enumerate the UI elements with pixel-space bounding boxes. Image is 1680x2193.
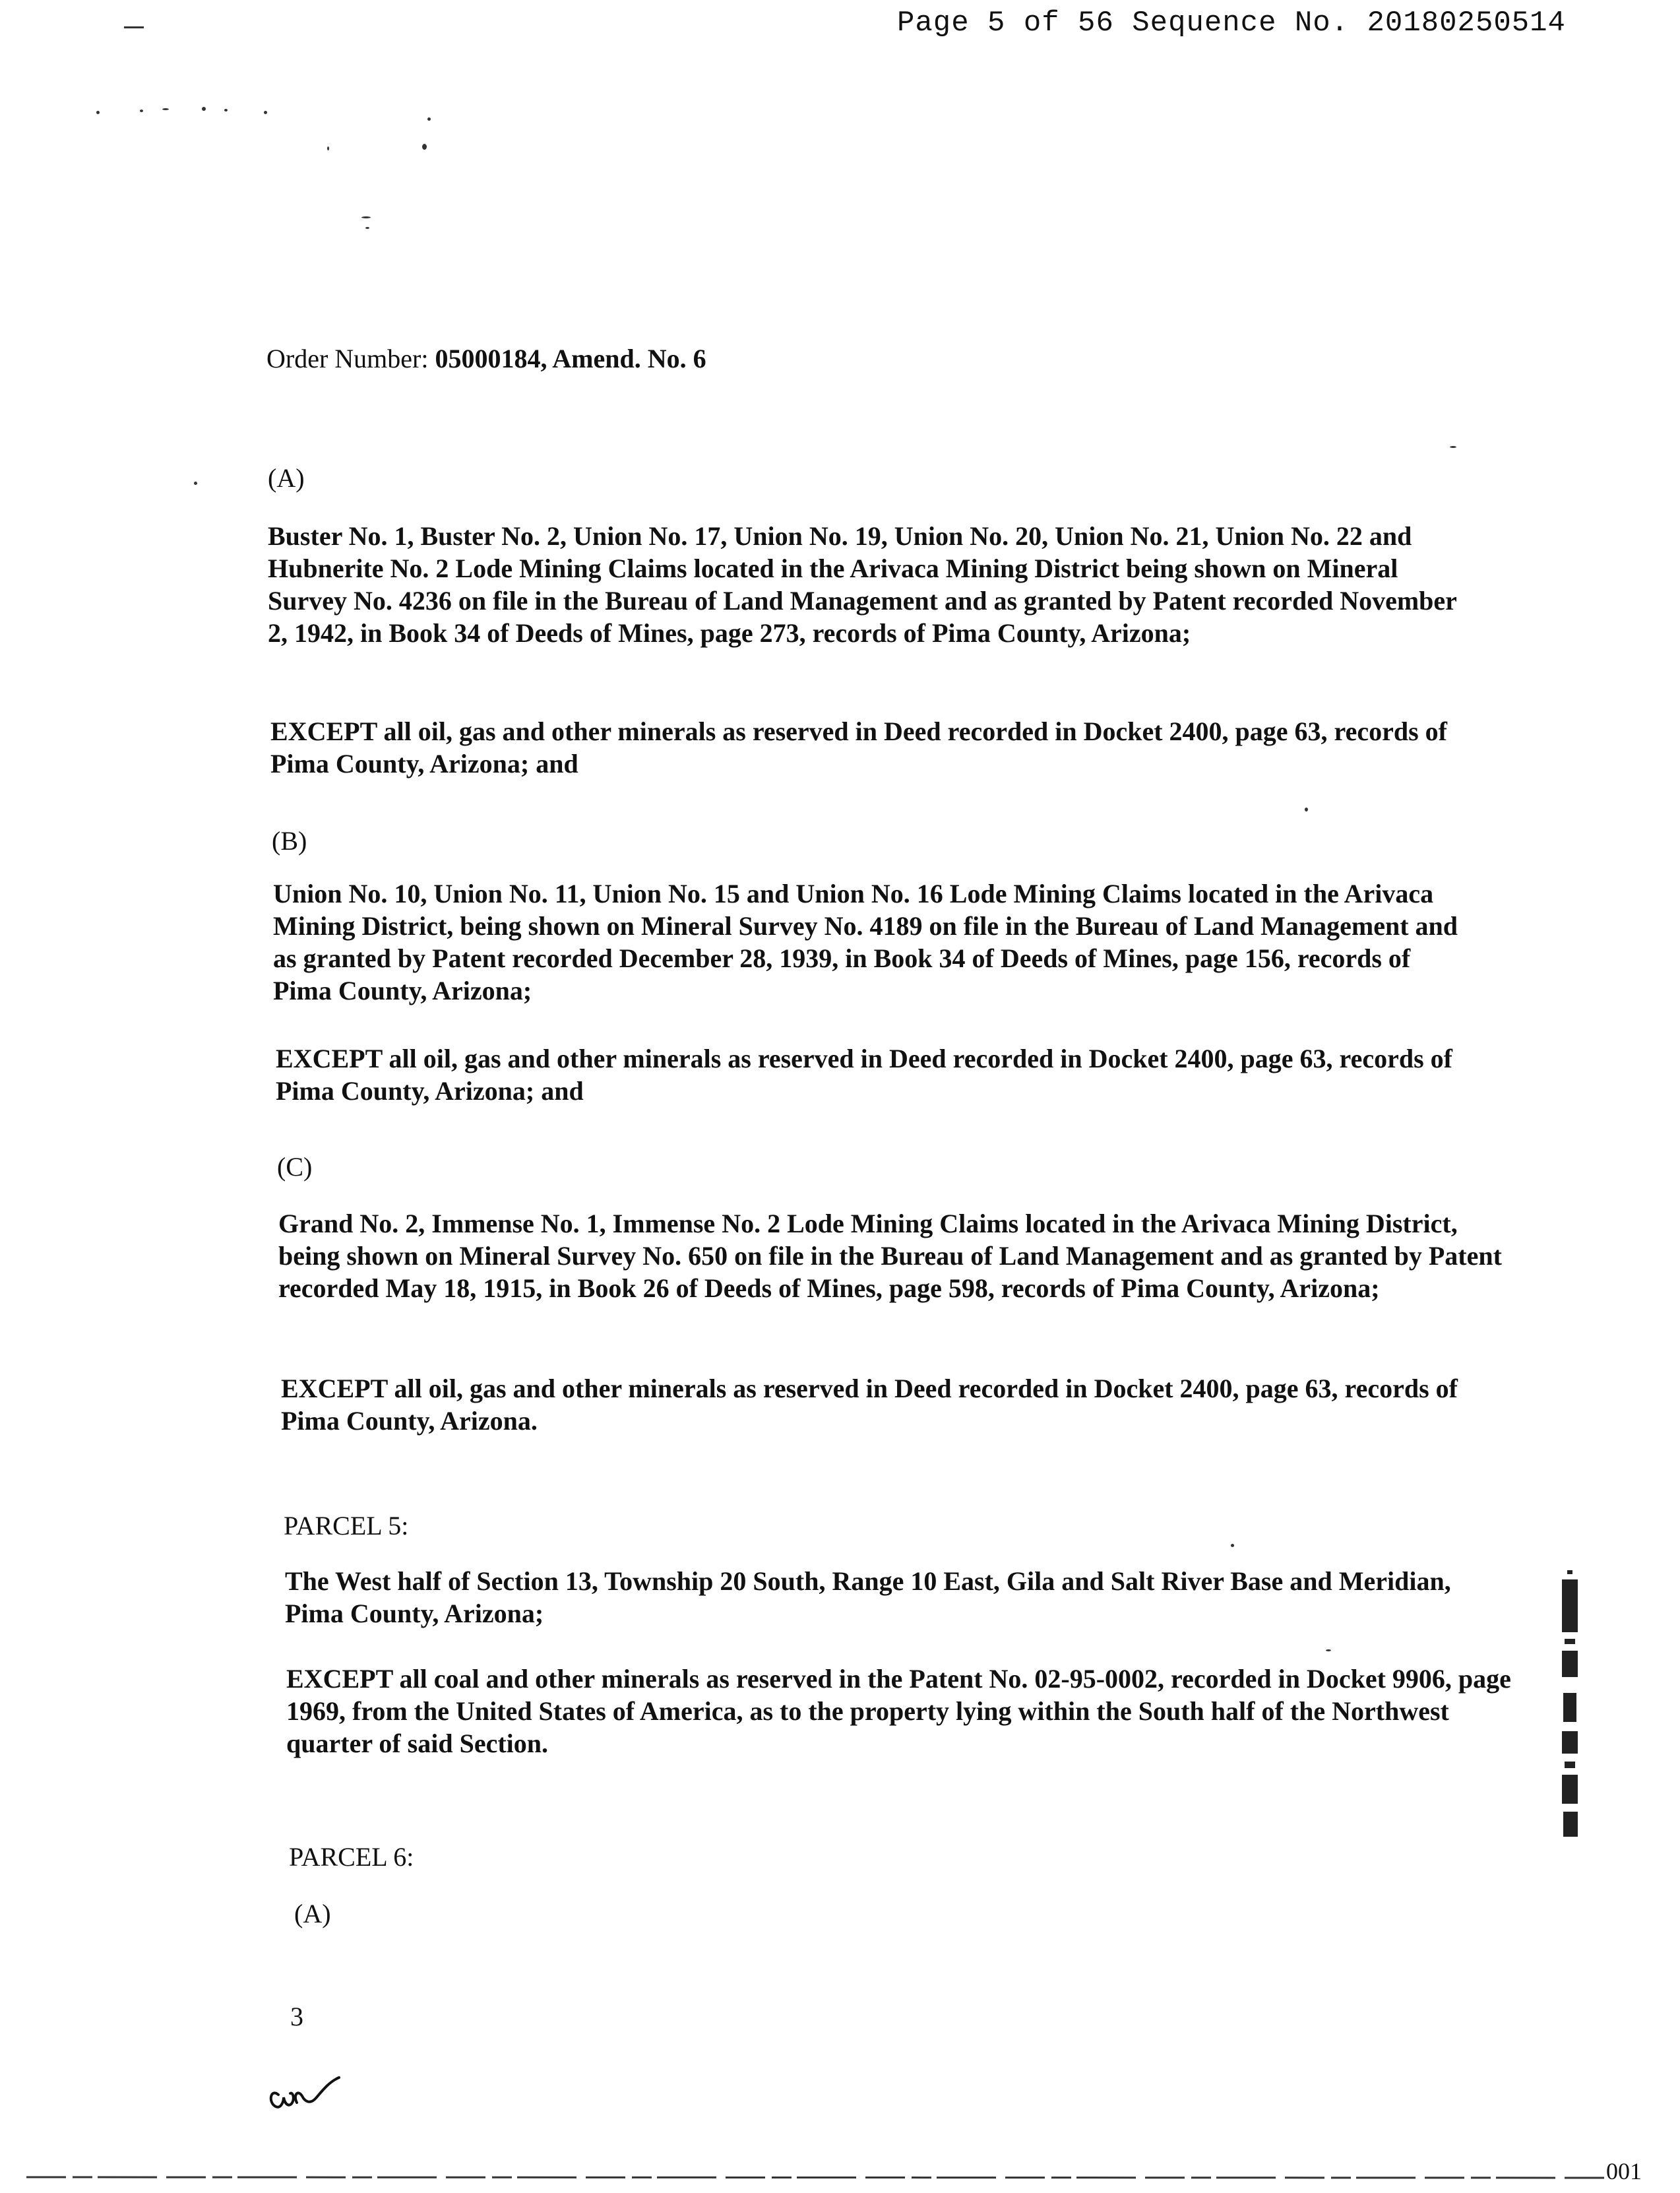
footer-corner-number: 001 [1606,2158,1642,2184]
section-b-exception: EXCEPT all oil, gas and other minerals as reserved in Deed recorded in Docket 2400, page 63, records of Pima County, Arizona; and [276,1044,1452,1106]
parcel-5-exception: EXCEPT all coal and other minerals as reserved in the Patent No. 02-95-0002, recorded in Docket 9906, page 1969, from the United States of America, as to the property lying within the South half of the Northwest quarter of said Section. [286,1664,1511,1758]
section-c-label: (C) [277,1152,313,1182]
order-number-label: Order Number: [266,344,429,373]
section-c-exception: EXCEPT all oil, gas and other minerals as reserved in Deed recorded in Docket 2400, page 63, records of Pima County, Arizona. [281,1374,1458,1436]
page-sequence-stamp: Page 5 of 56 Sequence No. 20180250514 [897,7,1566,40]
section-b-description: Union No. 10, Union No. 11, Union No. 15 and Union No. 16 Lode Mining Claims located in the Arivaca Mining District, being shown on Mineral Survey No. 4189 on file in the Bureau of Land Management and as granted by Patent recorded December 28, 1939, in Book 34 of Deeds of Mines, page 156, records of Pima County, Arizona; [273,879,1458,1005]
parcel-6-heading: PARCEL 6: [289,1842,414,1872]
order-number-line [266,343,706,374]
section-a-description: Buster No. 1, Buster No. 2, Union No. 17, Union No. 19, Union No. 20, Union No. 21, Union No. 22 and Hubnerite No. 2 Lode Mining Claims located in the Arivaca Mining District being shown on Mineral Survey No. 4236 on file in the Bureau of Land Management and as granted by Patent recorded November 2, 1942, in Book 34 of Deeds of Mines, page 273, records of Pima County, Arizona; [268,521,1457,648]
vertical-recording-stamp [1555,1570,1584,1841]
scan-mark [124,26,144,28]
parcel-6-a-label: (A) [294,1899,331,1928]
page-number: 3 [290,2002,303,2031]
section-c-description: Grand No. 2, Immense No. 1, Immense No. 2 Lode Mining Claims located in the Arivaca Mining District, being shown on Mineral Survey No. 650 on file in the Bureau of Land Management and as granted by Patent recorded May 18, 1915, in Book 26 of Deeds of Mines, page 598, records of Pima County, Arizona; [278,1209,1502,1303]
footer-scan-line [0,2176,1680,2180]
section-a-exception: EXCEPT all oil, gas and other minerals as reserved in Deed recorded in Docket 2400, page 63, records of Pima County, Arizona; and [270,716,1447,779]
order-number-value: 05000184, Amend. No. 6 [435,344,706,373]
parcel-5-heading: PARCEL 5: [284,1511,409,1541]
parcel-5-description: The West half of Section 13, Township 20 South, Range 10 East, Gila and Salt River Base and Meridian, Pima County, Arizona; [285,1566,1451,1628]
handwritten-initials-signature [264,2068,343,2114]
section-b-label: (B) [272,826,307,856]
section-a-label: (A) [268,463,305,493]
